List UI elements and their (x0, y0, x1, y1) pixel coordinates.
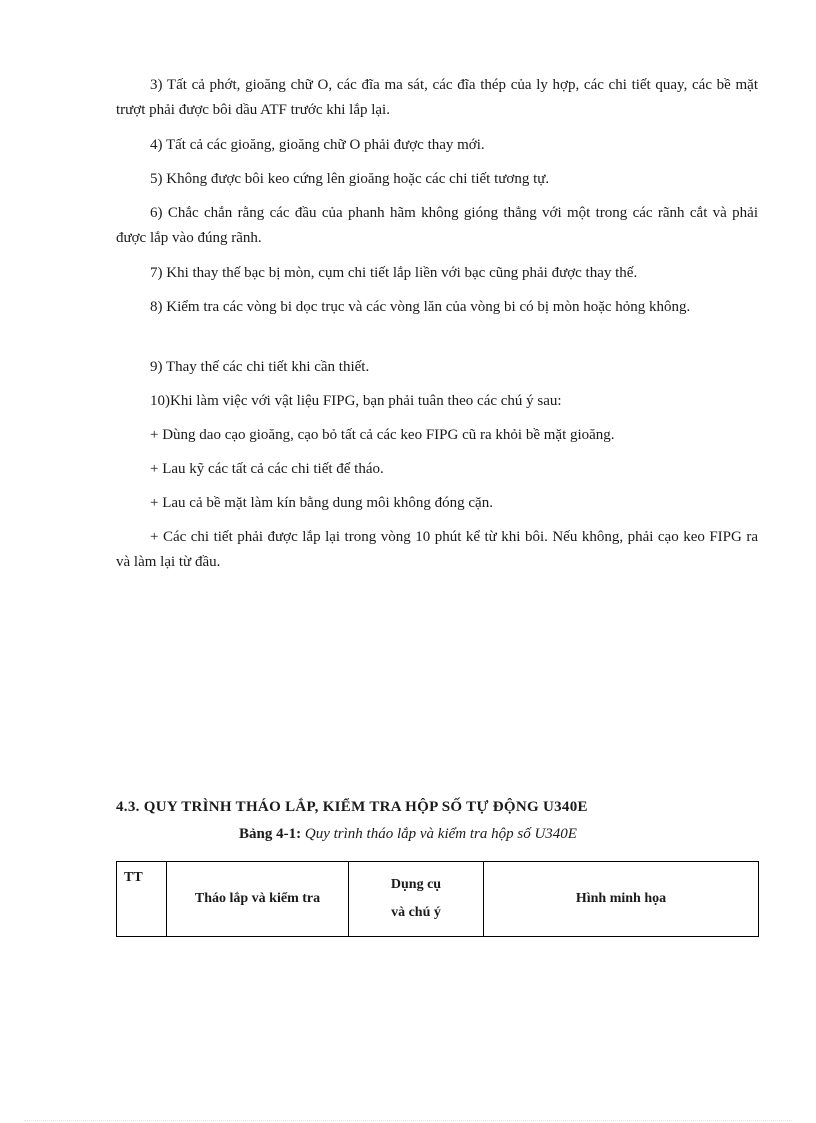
header-dung-cu-line1: Dụng cụ (390, 877, 442, 892)
header-dung-cu (349, 862, 484, 937)
paragraph-fipg-4: + Các chi tiết phải được lắp lại trong vòng 10 phút kể từ khi bôi. Nếu không, phải cạo keo FIPG ra và làm lại từ đầu. (116, 529, 758, 570)
table-header-row (117, 862, 759, 937)
paragraph-3: 3) Tất cả phớt, gioăng chữ O, các đĩa ma sát, các đĩa thép của ly hợp, các chi tiết quay, các bề mặt trượt phải được bôi dầu ATF trước khi lắp lại. (116, 77, 758, 118)
header-dung-cu-line2: và chú ý (391, 905, 441, 920)
section-heading: 4.3. QUY TRÌNH THÁO LẮP, KIỂM TRA HỘP SỐ TỰ ĐỘNG U340E (116, 799, 588, 815)
paragraph-5: 5) Không được bôi keo cứng lên gioăng hoặc các chi tiết tương tự. (150, 171, 550, 187)
paragraph-10: 10)Khi làm việc với vật liệu FIPG, bạn phải tuân theo các chú ý sau: (150, 393, 562, 409)
table-caption-label: Bảng 4-1: (239, 826, 302, 842)
paragraph-4: 4) Tất cả các gioăng, gioăng chữ O phải được thay mới. (150, 137, 485, 153)
paragraph-6: 6) Chắc chắn rằng các đầu của phanh hãm không gióng thẳng với một trong các rãnh cắt và phải được lắp vào đúng rãnh. (116, 205, 758, 246)
table-caption-text: Quy trình tháo lắp và kiểm tra hộp số U340E (304, 826, 577, 842)
table-caption (0, 826, 816, 843)
paragraph-fipg-2: + Lau kỹ các tất cả các chi tiết để tháo. (150, 461, 384, 477)
paragraph-7: 7) Khi thay thế bạc bị mòn, cụm chi tiết lắp liền với bạc cũng phải được thay thế. (150, 265, 638, 281)
paragraph-8: 8) Kiểm tra các vòng bi dọc trục và các vòng lăn của vòng bi có bị mòn hoặc hỏng không. (150, 299, 691, 315)
paragraph-fipg-3: + Lau cả bề mặt làm kín bằng dung môi không đóng cặn. (150, 495, 493, 511)
paragraph-9: 9) Thay thế các chi tiết khi cần thiết. (150, 359, 370, 375)
header-thao-lap: Tháo lắp và kiểm tra (167, 862, 349, 937)
header-tt (117, 862, 167, 937)
header-hinh-minh-hoa: Hình minh họa (484, 862, 759, 937)
header-tt-label: TT (124, 870, 143, 885)
paragraph-fipg-1: + Dùng dao cạo gioăng, cạo bỏ tất cả các keo FIPG cũ ra khỏi bề mặt gioăng. (150, 427, 615, 443)
page-bottom-divider (24, 1120, 792, 1121)
procedure-table (116, 861, 759, 937)
